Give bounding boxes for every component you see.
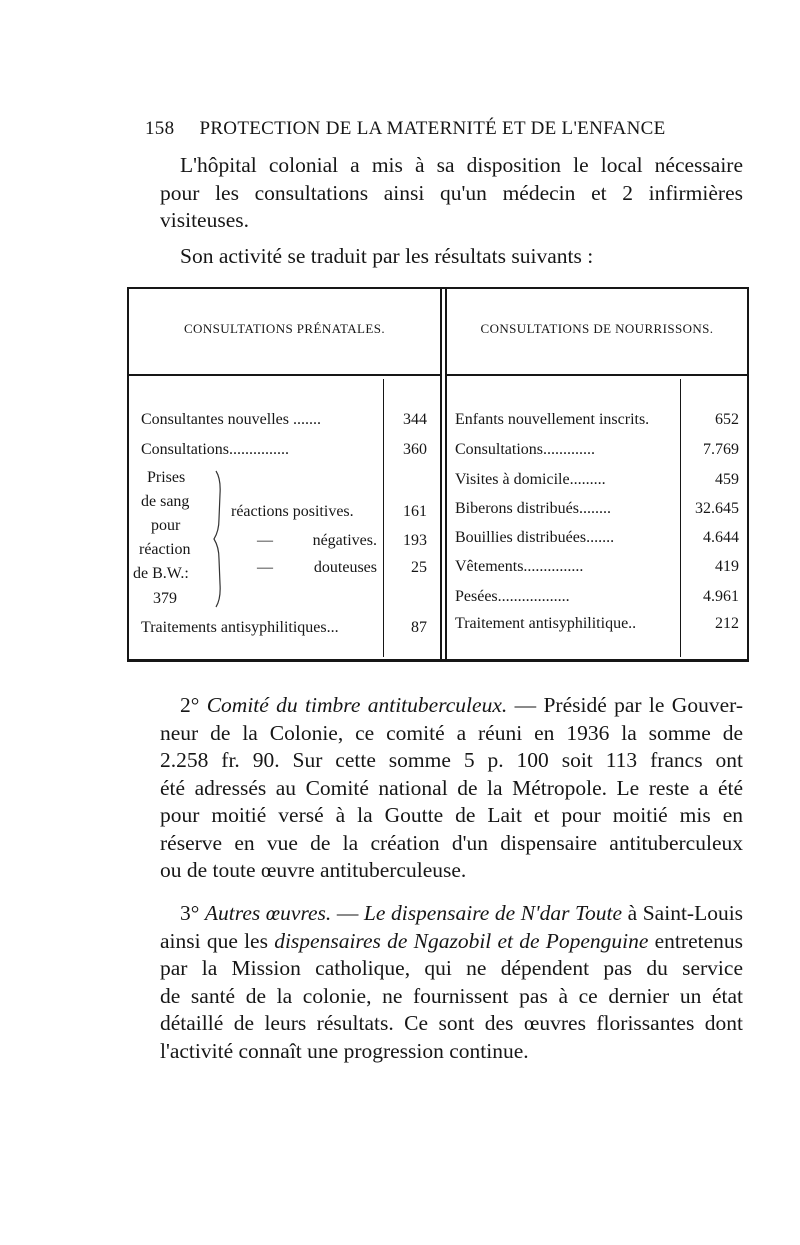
row-label: Bouillies distribuées....... (455, 529, 615, 546)
table-top-rule (127, 287, 749, 289)
bw-label-line: de B.W.: (133, 565, 189, 582)
row-label: Consultations............. (455, 441, 596, 458)
bw-label-line: réaction (139, 541, 191, 558)
right-value-rule (680, 379, 681, 657)
running-header (145, 118, 665, 140)
section-2-line: pour moitié versé à la Goutte de Lait et pour moitié mis en (160, 803, 743, 827)
section-3-first-line (160, 900, 743, 928)
row-value: 87 (411, 619, 427, 636)
results-line: Son activité se traduit par les résultats suivants : (180, 244, 594, 268)
row-value: 4.644 (703, 529, 739, 546)
section-3-second-line (160, 928, 743, 956)
bw-label-line: pour (151, 517, 181, 534)
bw-sub-value: 25 (411, 559, 427, 576)
intro-line: visiteuses. (160, 208, 249, 232)
bw-sub-label: — douteuses (257, 559, 377, 576)
section-2-paragraph (160, 692, 743, 885)
row-value: 212 (715, 615, 739, 632)
section-3-line: détaillé de leurs résultats. Ce sont des œuvres florissantes dont (160, 1011, 743, 1035)
intro-line: pour les consultations ainsi qu'un médecin et 2 infirmières (160, 180, 743, 205)
section-2-number: 2° (180, 693, 200, 717)
header-nourrissons: CONSULTATIONS DE NOURRISSONS. (480, 321, 714, 336)
row-label: Vêtements............... (455, 558, 584, 575)
row-label: Enfants nouvellement inscrits. (455, 411, 650, 428)
row-label: Traitement antisyphilitique.. (455, 615, 637, 632)
left-header-rule (129, 374, 440, 376)
header-prenatal: CONSULTATIONS PRÉNATALES. (183, 321, 385, 336)
center-rule-a (440, 287, 442, 662)
row-label: Consultantes nouvelles ....... (141, 411, 321, 428)
bw-sub-value: 193 (403, 532, 427, 549)
bw-sub-label: réactions positives. (231, 503, 354, 520)
section-3-dash: — (336, 901, 359, 925)
section-3-title: Autres œuvres. (204, 901, 332, 925)
row-value: 459 (715, 471, 739, 488)
right-header-rule (447, 374, 747, 376)
section-2-line: réserve en vue de la création d'un dispensaire antituberculeux (160, 830, 743, 855)
statistics-table (127, 287, 749, 662)
bw-sub-value: 161 (403, 503, 427, 520)
section-3-reference: dispensaires de Ngazobil et de Popenguine (274, 928, 649, 953)
row-label: Consultations............... (141, 441, 290, 458)
section-3-text: ainsi que les (160, 928, 268, 953)
section-3-number: 3° (180, 901, 200, 925)
bw-label-line: 379 (153, 590, 177, 607)
bw-label-line: Prises (147, 469, 186, 486)
row-value: 652 (715, 411, 739, 428)
section-2-first-line (160, 692, 743, 720)
row-value: 7.769 (703, 441, 739, 458)
row-label: Biberons distribués........ (455, 500, 611, 517)
page-number: 158 (145, 118, 175, 139)
section-3-line: par la Mission catholique, qui ne dépendent pas du service (160, 956, 743, 980)
row-label: Visites à domicile......... (455, 471, 606, 488)
section-3-text: à Saint-Louis (627, 901, 744, 925)
section-2-line: neur de la Colonie, ce comité a réuni en 1936 la somme de (160, 720, 743, 745)
section-3-paragraph (160, 900, 743, 1065)
section-2-line: ou de toute œuvre antituberculeuse. (160, 858, 467, 882)
section-3-reference: Le dispensaire de N'dar Toute (363, 901, 623, 925)
section-2-line: 2.258 fr. 90. Sur cette somme 5 p. 100 soit 113 francs ont (160, 748, 743, 772)
row-value: 32.645 (695, 500, 739, 517)
section-3-text: entretenus (654, 928, 743, 953)
table-left-rule (127, 287, 129, 662)
row-value: 344 (403, 411, 427, 428)
results-intro (160, 243, 743, 271)
running-title: PROTECTION DE LA MATERNITÉ ET DE L'ENFANCE (199, 118, 666, 139)
section-2-title: Comité du timbre antituberculeux. (206, 693, 508, 717)
section-2-text: — Présidé par le Gouver- (514, 693, 744, 717)
row-value: 4.961 (703, 588, 739, 605)
table-bottom-rule (127, 659, 749, 662)
intro-paragraph (160, 152, 743, 235)
bw-label-line: de sang (141, 493, 190, 510)
section-3-line: de santé de la colonie, ne fournissent pas à ce dernier un état (160, 983, 743, 1008)
bw-sub-label: — négatives. (257, 532, 377, 549)
table-right-rule (747, 287, 749, 662)
left-value-rule (383, 379, 384, 657)
row-label: Pesées.................. (455, 588, 570, 605)
row-value: 419 (715, 558, 739, 575)
section-3-line: l'activité connaît une progression continue. (160, 1038, 529, 1063)
row-label: Traitements antisyphilitiques... (141, 619, 339, 636)
brace-icon (213, 469, 227, 609)
center-rule-b (445, 287, 447, 662)
intro-line: L'hôpital colonial a mis à sa disposition le local nécessaire (180, 153, 743, 177)
section-2-line: été adressés au Comité national de la Métropole. Le reste a été (160, 775, 743, 800)
row-value: 360 (403, 441, 427, 458)
